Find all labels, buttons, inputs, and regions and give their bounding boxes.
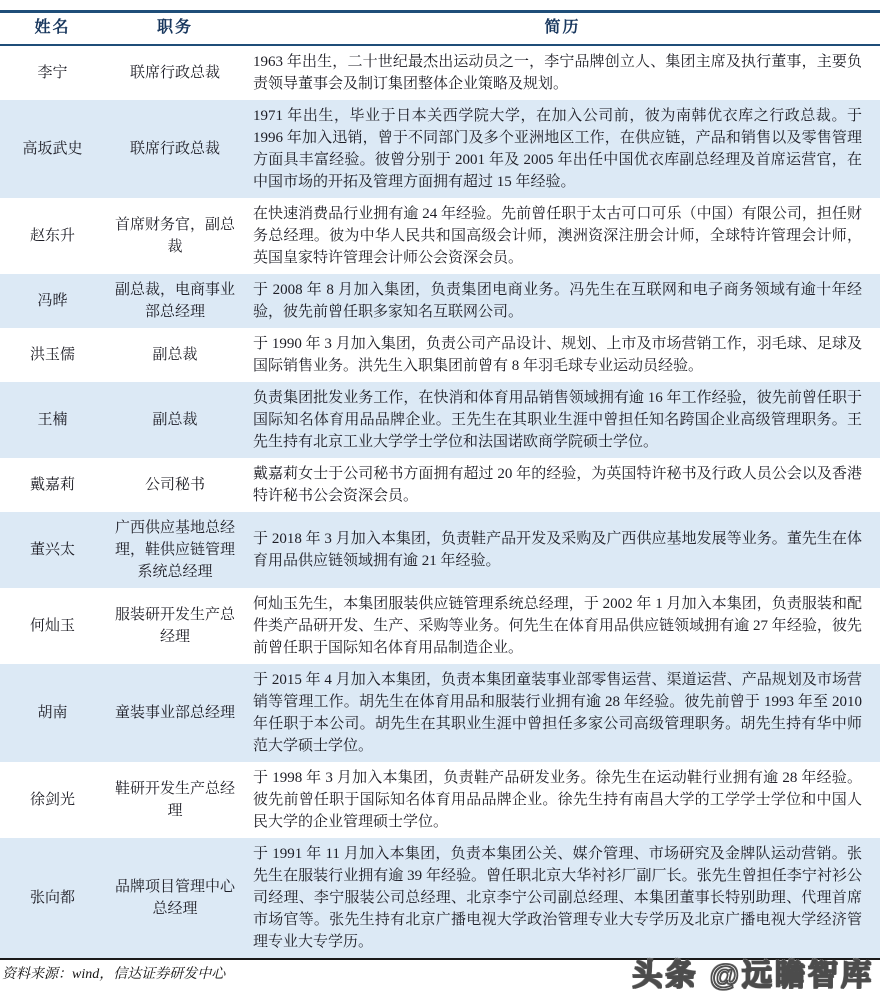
position-cell: 联席行政总裁	[129, 65, 220, 81]
bio-cell: 于 2018 年 3 月加入本集团，负责鞋产品开发及采购及广西供应基地发展等业务。董先生在体育用品供应链领域拥有逾 21 年经验。	[245, 512, 880, 588]
name-cell: 冯晔	[0, 274, 105, 328]
table-row	[0, 198, 880, 274]
table-row	[0, 382, 880, 458]
table-header-row	[0, 12, 880, 46]
bio-cell: 在快速消费品行业拥有逾 24 年经验。先前曾任职于太古可口可乐（中国）有限公司，担任财务总经理。彼为中华人民共和国高级会计师，澳洲资深注册会计师，全球特许管理会计师，英国皇家特许管理会计师公会资深会员。	[253, 206, 862, 266]
bio-cell: 何灿玉先生，本集团服装供应链管理系统总经理，于 2002 年 1 月加入本集团，负责服装和配件类产品研开发、生产、采购等业务。何先生在体育用品供应链领域拥有逾 27 年经验，彼先前曾任职于国际知名体育用品制造企业。	[253, 596, 862, 656]
header-position: 职务	[105, 12, 245, 46]
table-row	[0, 458, 880, 512]
name-cell: 董兴太	[0, 512, 105, 588]
table-row	[0, 512, 880, 588]
table-row	[0, 762, 880, 838]
name-cell: 洪玉儒	[29, 347, 75, 363]
position-cell: 副总裁	[152, 347, 198, 363]
name-cell: 王楠	[0, 382, 105, 458]
table-row	[0, 100, 880, 198]
name-cell: 赵东升	[29, 228, 75, 244]
watermark-toutiao-yuanzhan: 头条 @远瞻智库	[632, 959, 874, 992]
position-cell: 副总裁，电商事业部总经理	[105, 274, 245, 328]
table-row	[0, 328, 880, 382]
position-cell: 服装研开发生产总经理	[114, 607, 235, 645]
name-cell: 高坂武史	[0, 100, 105, 198]
position-cell: 品牌项目管理中心总经理	[105, 838, 245, 958]
bio-cell: 戴嘉莉女士于公司秘书方面拥有超过 20 年的经验，为英国特许秘书及行政人员公会以及香港特许秘书公会资深会员。	[253, 466, 862, 504]
bio-cell: 于 1990 年 3 月加入集团，负责公司产品设计、规划、上市及市场营销工作，羽毛球、足球及国际销售业务。洪先生入职集团前曾有 8 年羽毛球专业运动员经验。	[253, 336, 862, 374]
position-cell: 鞋研开发生产总经理	[114, 781, 235, 819]
bio-cell: 于 2008 年 8 月加入集团，负责集团电商业务。冯先生在互联网和电子商务领域有逾十年经验，彼先前曾任职多家知名互联网公司。	[245, 274, 880, 328]
name-cell: 李宁	[37, 65, 68, 81]
bio-cell: 于 1991 年 11 月加入本集团，负责本集团公关、媒介管理、市场研究及金牌队运动营销。张先生在服装行业拥有逾 39 年经验。曾任职北京大华衬衫厂副厂长。张先生曾担任李宁衬衫公司经理、李宁服装公司总经理、北京李宁公司副总经理、本集团董事长特别助理、代理首席市场官等。张先生持有北京广播电视大学政治管理专业大专学历及北京广播电视大学经济管理专业大专学历。	[245, 838, 880, 958]
position-cell: 广西供应基地总经理，鞋供应链管理系统总经理	[105, 512, 245, 588]
table-row	[0, 838, 880, 958]
header-name: 姓名	[0, 12, 105, 46]
name-cell: 何灿玉	[29, 618, 75, 634]
table-row	[0, 588, 880, 664]
position-cell: 联席行政总裁	[105, 100, 245, 198]
bio-cell: 1963 年出生，二十世纪最杰出运动员之一，李宁品牌创立人、集团主席及执行董事，主要负责领导董事会及制订集团整体企业策略及规划。	[253, 54, 862, 92]
bio-cell: 于 1998 年 3 月加入本集团，负责鞋产品研发业务。徐先生在运动鞋行业拥有逾 28 年经验。彼先前曾任职于国际知名体育用品品牌企业。徐先生持有南昌大学的工学学士学位和中国人民大学的企业管理硕士学位。	[253, 770, 862, 830]
bio-cell: 于 2015 年 4 月加入本集团，负责本集团童装事业部零售运营、渠道运营、产品规划及市场营销等管理工作。胡先生在体育用品和服装行业拥有逾 28 年经验。彼先前曾于 1993 年至 2010 年任职于本公司。胡先生在其职业生涯中曾担任多家公司高级管理职务。胡先生持有华中师范大学硕士学位。	[245, 664, 880, 762]
name-cell: 胡南	[0, 664, 105, 762]
position-cell: 首席财务官，副总裁	[114, 217, 235, 255]
position-cell: 公司秘书	[144, 477, 205, 493]
source-note: 资料来源：wind，信达证券研发中心	[0, 958, 880, 983]
table-row	[0, 664, 880, 762]
name-cell: 张向都	[0, 838, 105, 958]
bio-cell: 负责集团批发业务工作，在快消和体育用品销售领域拥有逾 16 年工作经验，彼先前曾任职于国际知名体育用品品牌企业。王先生在其职业生涯中曾担任知名跨国企业高级管理职务。王先生持有北京工业大学学士学位和法国诺欧商学院硕士学位。	[245, 382, 880, 458]
table-row	[0, 274, 880, 328]
name-cell: 徐剑光	[29, 792, 75, 808]
header-bio: 简历	[245, 12, 880, 46]
bio-cell: 1971 年出生，毕业于日本关西学院大学，在加入公司前，彼为南韩优衣库之行政总裁。于 1996 年加入迅销，曾于不同部门及多个亚洲地区工作，在供应链，产品和销售以及零售管理方面具丰富经验。彼曾分别于 2001 年及 2005 年出任中国优衣库副总经理及首席运营官，在中国市场的开拓及管理方面拥有超过 15 年经验。	[245, 100, 880, 198]
table-row	[0, 45, 880, 100]
position-cell: 副总裁	[105, 382, 245, 458]
executives-table	[0, 10, 880, 958]
name-cell: 戴嘉莉	[29, 477, 75, 493]
position-cell: 童装事业部总经理	[105, 664, 245, 762]
